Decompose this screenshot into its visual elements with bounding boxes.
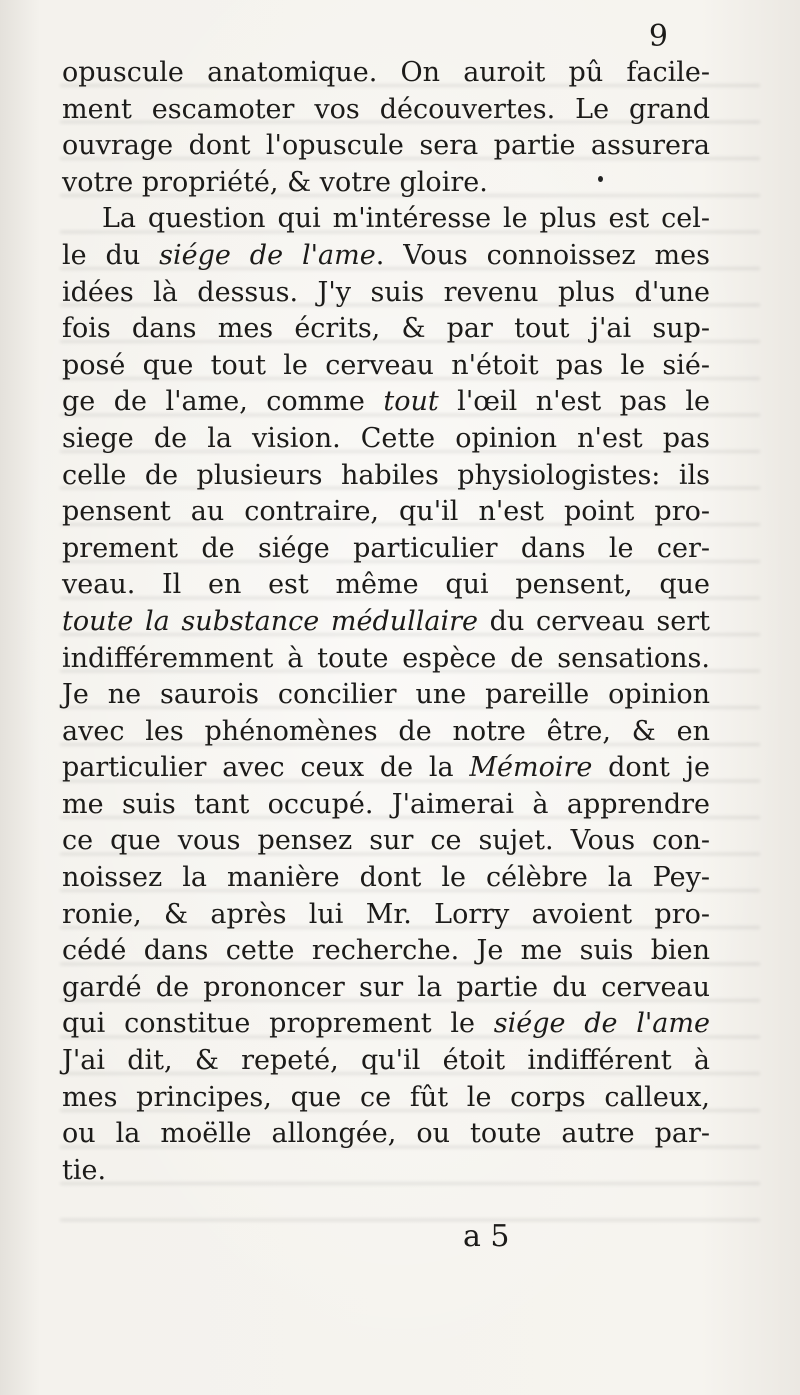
text-line: gardé de prononcer sur la partie du cerveau [62, 971, 710, 1003]
text-line: noissez la manière dont le célèbre la Pey- [62, 862, 710, 894]
text-run: dont je [592, 752, 711, 784]
text-line: Je ne saurois concilier une pareille opinion [62, 679, 710, 711]
text-line [62, 384, 710, 421]
text-line: ronie, & après lui Mr. Lorry avoient pro- [62, 898, 710, 930]
text-line: mes principes, que ce fût le corps calleux, [62, 1081, 710, 1113]
text-run: du cerveau sert [478, 605, 710, 637]
italic-run: Mémoire [469, 752, 593, 784]
text-line: opuscule anatomique. On auroit pû facile- [62, 57, 710, 88]
italic-run: toute la substance médullaire [62, 605, 479, 637]
text-line [62, 1006, 710, 1043]
text-run: le du [62, 239, 160, 271]
text-line: veau. Il en est même qui pensent, que [62, 569, 710, 601]
text-line: cédé dans cette recherche. Je me suis bien [62, 935, 710, 967]
text-line: pensent au contraire, qu'il n'est point pro- [62, 496, 710, 528]
text-line: posé que tout le cerveau n'étoit pas le sié- [62, 349, 710, 381]
text-line: siege de la vision. Cette opinion n'est pas [62, 422, 710, 454]
text-line: ou la moëlle allongée, ou toute autre par- [62, 1118, 710, 1150]
text-line: celle de plusieurs habiles physiologistes: ils [62, 459, 710, 491]
text-run: particulier avec ceux de la [62, 752, 470, 784]
text-run: l'œil n'est pas le [438, 386, 711, 418]
text-line: votre propriété, & votre gloire. [62, 166, 488, 198]
italic-run: siége de l'ame [493, 1008, 710, 1040]
text-line [62, 604, 710, 641]
text-line: prement de siége particulier dans le cer- [62, 532, 710, 564]
page-number: 9 [648, 19, 668, 54]
text-line: ouvrage dont l'opuscule sera partie assurera [62, 130, 710, 162]
text-run: ge de l'ame, comme [62, 386, 384, 418]
text-run: . Vous connoissez mes [375, 239, 710, 271]
text-line: ce que vous pensez sur ce sujet. Vous con- [62, 825, 710, 857]
text-line: avec les phénomènes de notre être, & en [62, 715, 710, 747]
text-line: me suis tant occupé. J'aimerai à apprendre [62, 788, 710, 820]
italic-run: tout [383, 386, 439, 418]
text-line: J'ai dit, & repeté, qu'il étoit indifférent à [62, 1045, 710, 1077]
text-line: La question qui m'intéresse le plus est cel- [102, 203, 710, 235]
italic-run: siége de l'ame [159, 239, 376, 271]
text-line: ment escamoter vos découvertes. Le grand [62, 93, 710, 125]
ink-speck [598, 176, 603, 182]
text-line [62, 750, 710, 787]
text-line: idées là dessus. J'y suis revenu plus d'une [62, 276, 710, 308]
signature-mark: a 5 [463, 1219, 510, 1254]
text-line: indifféremment à toute espèce de sensations. [62, 642, 710, 674]
text-line [62, 238, 710, 275]
text-line: fois dans mes écrits, & par tout j'ai sup- [62, 313, 710, 345]
body-text [62, 55, 710, 1189]
text-run: qui constitue proprement le [62, 1008, 494, 1040]
text-line: tie. [62, 1154, 107, 1186]
